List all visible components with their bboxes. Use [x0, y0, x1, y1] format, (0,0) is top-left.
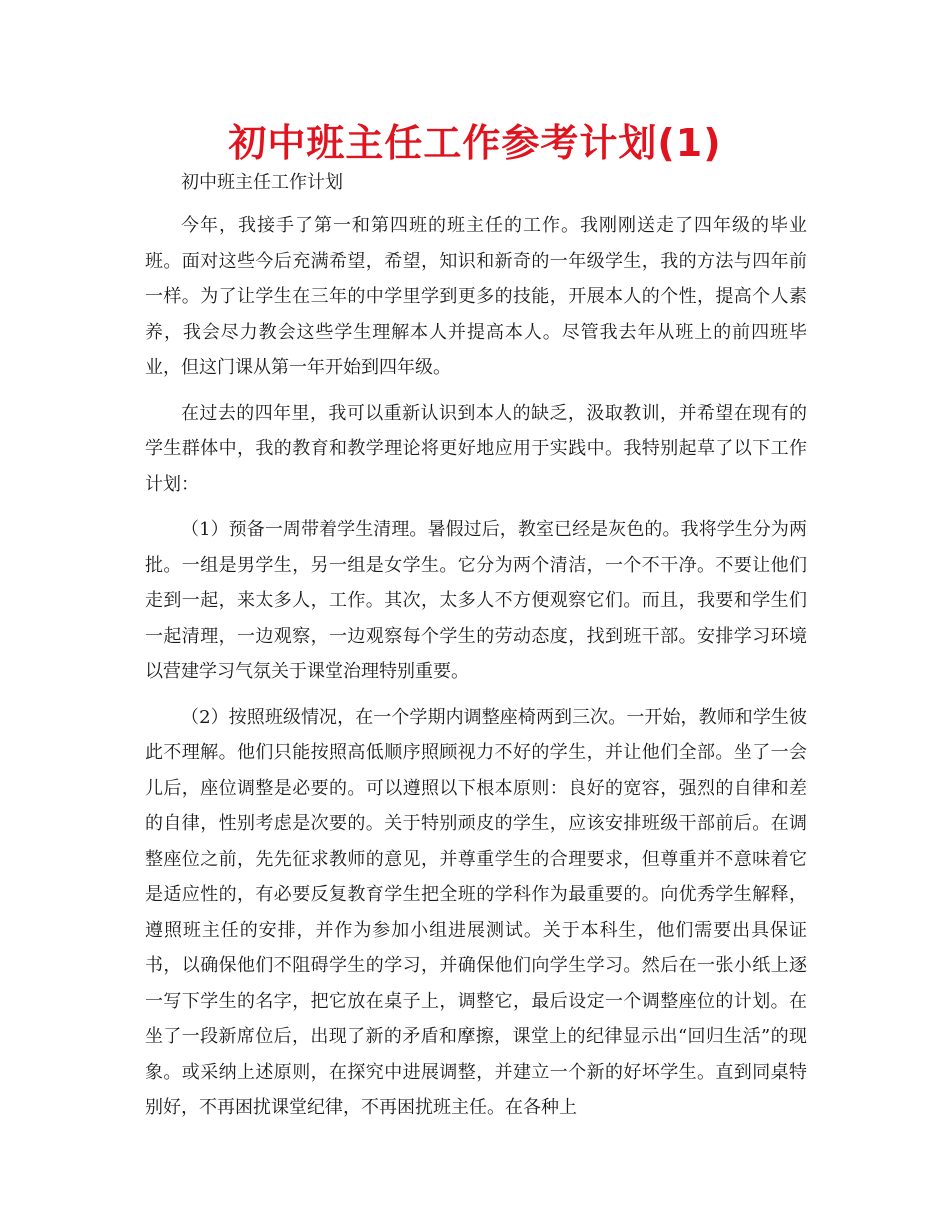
document-title: 初中班主任工作参考计划(1): [228, 121, 722, 165]
document-body: [145, 168, 807, 1136]
paragraph-intro: 今年，我接手了第一和第四班的班主任的工作。我刚刚送走了四年级的毕业班。面对这些今后充满希望，希望，知识和新奇的一年级学生，我的方法与四年前一样。为了让学生在三年的中学里学到更多的技能，开展本人的个性，提高个人素养，我会尽力教会这些学生理解本人并提高本人。尽管我去年从班上的前四班毕业，但这门课从第一年开始到四年级。: [145, 215, 807, 378]
document-subtitle: 初中班主任工作计划: [181, 172, 343, 193]
paragraph-item-2: （2）按照班级情况，在一个学期内调整座椅两到三次。一开始，教师和学生彼此不理解。他们只能按照高低顺序照顾视力不好的学生，并让他们全部。坐了一会儿后，座位调整是必要的。可以遵照以下根本原则：良好的宽容，强烈的自律和差的自律，性别考虑是次要的。关于特别顽皮的学生，应该安排班级干部前后。在调整座位之前，先先征求教师的意见，并尊重学生的合理要求，但尊重并不意味着它是适应性的，有必要反复教育学生把全班的学科作为最重要的。向优秀学生解释，遵照班主任的安排，并作为参加小组进展测试。关于本科生，他们需要出具保证书，以确保他们不阻碍学生的学习，并确保他们向学生学习。然后在一张小纸上逐一写下学生的名字，把它放在桌子上，调整它，最后设定一个调整座位的计划。在坐了一段新席位后，出现了新的矛盾和摩擦，课堂上的纪律显示出“回归生活”的现象。或采纳上述原则，在探究中进展调整，并建立一个新的好坏学生。直到同桌特别好，不再困扰课堂纪律，不再困扰班主任。在各种上: [145, 706, 807, 1118]
paragraph-item-1: （1）预备一周带着学生清理。暑假过后，教室已经是灰色的。我将学生分为两批。一组是男学生，另一组是女学生。它分为两个清洁，一个不干净。不要让他们走到一起，来太多人，工作。其次，太多人不方便观察它们。而且，我要和学生们一起清理，一边观察，一边观察每个学生的劳动态度，找到班干部。安排学习环境以营建学习气氛关于课堂治理特别重要。: [145, 519, 807, 682]
paragraph-reflection: 在过去的四年里，我可以重新认识到本人的缺乏，汲取教训，并希望在现有的学生群体中，我的教育和教学理论将更好地应用于实践中。我特别起草了以下工作计划：: [145, 402, 807, 495]
